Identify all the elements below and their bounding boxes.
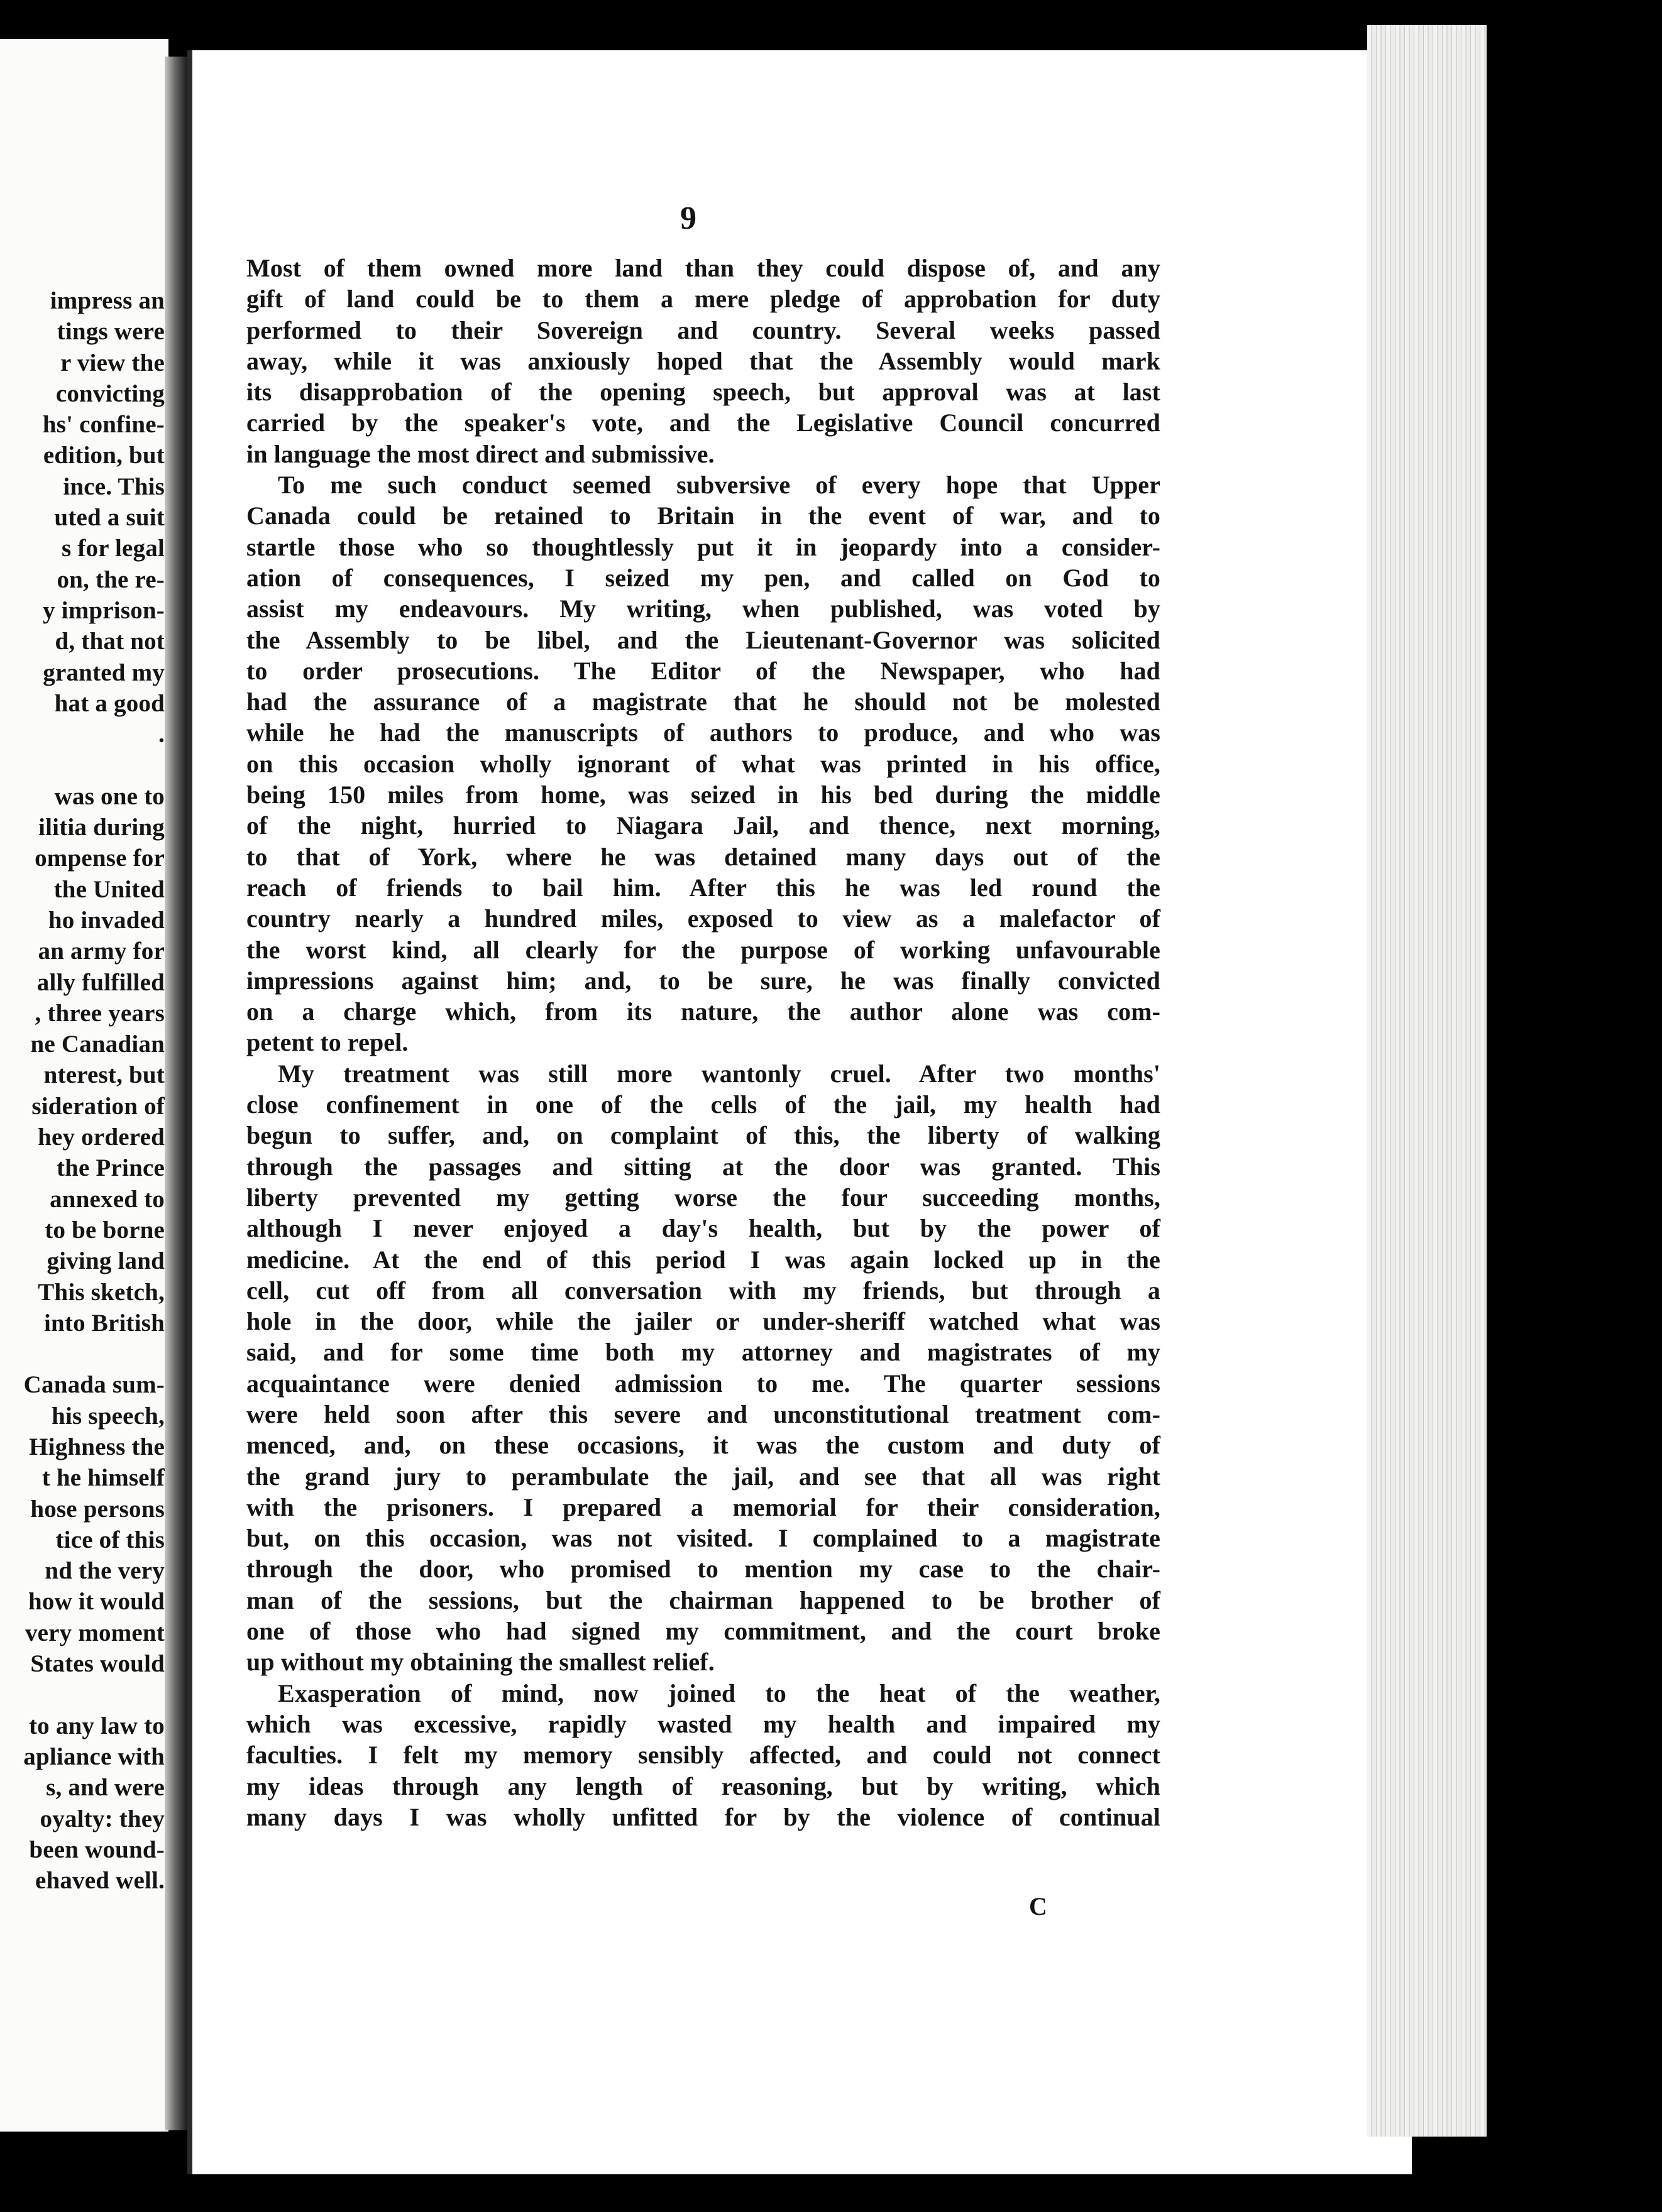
- text-line: but, on this occasion, was not visited. I complained to a magistrate: [246, 1524, 1160, 1553]
- text-line: petent to repel.: [246, 1028, 409, 1057]
- left-page-line: s for legal: [62, 535, 165, 562]
- text-line: begun to suffer, and, on complaint of this, the liberty of walking: [246, 1121, 1160, 1150]
- text-line: away, while it was anxiously hoped that the Assembly would mark: [246, 346, 1160, 375]
- text-line: up without my obtaining the smallest relief.: [246, 1648, 715, 1677]
- left-page-line: oyalty: they: [40, 1805, 165, 1832]
- text-line: had the assurance of a magistrate that he should not be molested: [246, 687, 1160, 716]
- left-page-line: s, and were: [46, 1774, 165, 1802]
- text-line: hole in the door, while the jailer or under-sheriff watched what was: [246, 1307, 1160, 1336]
- text-line: ation of consequences, I seized my pen, and called on God to: [246, 563, 1160, 592]
- text-line: man of the sessions, but the chairman happened to be brother of: [246, 1585, 1160, 1614]
- left-page-line: tice of this: [55, 1526, 165, 1553]
- left-page-line: uted a suit: [54, 504, 165, 532]
- left-page-line: nterest, but: [43, 1061, 165, 1089]
- text-line: reach of friends to bail him. After this he was led round the: [246, 873, 1160, 902]
- left-page-line: convicting: [55, 380, 165, 407]
- text-line: gift of land could be to them a mere pledge of approbation for duty: [246, 285, 1160, 314]
- left-page-line: [0, 1339, 165, 1369]
- left-page-line: his speech,: [52, 1402, 165, 1430]
- left-page-line: y imprison-: [43, 596, 165, 624]
- left-page-line: granted my: [43, 659, 165, 686]
- text-line: Canada could be retained to Britain in the event of war, and to: [246, 501, 1160, 530]
- left-page-line: Highness the: [29, 1433, 165, 1460]
- scan-background: [1487, 25, 1662, 2162]
- left-page-line: sideration of: [31, 1092, 165, 1120]
- book-gutter: [165, 57, 187, 2130]
- text-line: although I never enjoyed a day's health, but by the power of: [246, 1214, 1160, 1243]
- left-page-line: hose persons: [30, 1495, 165, 1523]
- left-page-line: apliance with: [23, 1743, 165, 1770]
- text-line: faculties. I felt my memory sensibly affected, and could not connect: [246, 1741, 1160, 1770]
- text-line: to that of York, where he was detained many days out of the: [246, 842, 1160, 871]
- text-line: its disapprobation of the opening speech, but approval was at last: [246, 378, 1160, 407]
- left-page-line: annexed to: [50, 1185, 165, 1213]
- text-line: while he had the manuscripts of authors to produce, and who was: [246, 718, 1160, 747]
- signature-mark: C: [1029, 1892, 1047, 1920]
- text-line: being 150 miles from home, was seized in his bed during the middle: [246, 780, 1160, 809]
- page-number: 9: [680, 200, 696, 236]
- text-line: on a charge which, from its nature, the author alone was com-: [246, 997, 1160, 1026]
- text-line: were held soon after this severe and unconstitutional treatment com-: [246, 1399, 1160, 1428]
- text-line: on this occasion wholly ignorant of what was printed in his office,: [246, 749, 1160, 778]
- text-line: to order prosecutions. The Editor of the Newspaper, who had: [246, 656, 1160, 685]
- left-page-line: .: [158, 721, 165, 748]
- text-line: one of those who had signed my commitment, and the court broke: [246, 1617, 1160, 1646]
- text-line: acquaintance were denied admission to me. The quarter sessions: [246, 1369, 1160, 1398]
- left-page-text-column: [0, 285, 165, 1896]
- text-line: which was excessive, rapidly wasted my health and impaired my: [246, 1709, 1160, 1738]
- text-line: the worst kind, all clearly for the purpose of working unfavourable: [246, 935, 1160, 964]
- text-line: my ideas through any length of reasoning, but by writing, which: [246, 1771, 1160, 1800]
- left-page-line: States would: [30, 1650, 165, 1678]
- left-page-line: edition, but: [43, 442, 165, 469]
- left-page-line: how it would: [28, 1588, 165, 1616]
- left-page-line: the United: [53, 875, 165, 903]
- left-page-line: ompense for: [35, 845, 165, 872]
- text-line: the grand jury to perambulate the jail, and see that all was right: [246, 1462, 1160, 1491]
- text-line: startle those who so thoughtlessly put it in jeopardy into a consider-: [246, 532, 1160, 561]
- text-line: through the passages and sitting at the door was granted. This: [246, 1152, 1160, 1181]
- text-line: Most of them owned more land than they could dispose of, and any: [246, 254, 1160, 282]
- text-line: To me such conduct seemed subversive of every hope that Upper: [278, 471, 1160, 500]
- page-edges: [1367, 25, 1487, 2137]
- left-page-line: to any law to: [28, 1712, 165, 1739]
- left-page-line: very moment: [25, 1619, 165, 1646]
- left-page-line: hs' confine-: [42, 411, 165, 439]
- text-line: many days I was wholly unfitted for by the violence of continual: [246, 1802, 1160, 1831]
- text-line: performed to their Sovereign and country. Several weeks passed: [246, 315, 1160, 344]
- left-page-line: [0, 750, 165, 780]
- text-line: liberty prevented my getting worse the four succeeding months,: [246, 1183, 1160, 1212]
- text-line: with the prisoners. I prepared a memorial for their consideration,: [246, 1492, 1160, 1521]
- left-page-line: ho invaded: [48, 906, 165, 934]
- text-line: carried by the speaker's vote, and the Legislative Council concurred: [246, 408, 1160, 437]
- left-page-line: ehaved well.: [35, 1867, 165, 1895]
- text-line: said, and for some time both my attorney and magistrates of my: [246, 1338, 1160, 1367]
- left-page-line: This sketch,: [38, 1278, 165, 1306]
- left-page-line: into British: [43, 1309, 165, 1337]
- left-page-line: [0, 1679, 165, 1710]
- left-page-line: tings were: [57, 318, 165, 346]
- text-line: cell, cut off from all conversation with my friends, but through a: [246, 1276, 1160, 1305]
- left-page-line: been wound-: [29, 1836, 165, 1863]
- left-page-line: r view the: [60, 349, 165, 376]
- text-line: country nearly a hundred miles, exposed to view as a malefactor of: [246, 904, 1160, 933]
- left-page-line: hat a good: [54, 689, 165, 717]
- body-text: [246, 253, 1160, 1832]
- text-line: close confinement in one of the cells of the jail, my health had: [246, 1090, 1160, 1119]
- text-line: of the night, hurried to Niagara Jail, and thence, next morning,: [246, 811, 1160, 840]
- text-line: the Assembly to be libel, and the Lieutenant-Governor was solicited: [246, 625, 1160, 654]
- left-page-line: impress an: [50, 287, 165, 314]
- left-page-line: ilitia during: [38, 814, 165, 841]
- left-page-line: an army for: [38, 938, 165, 965]
- text-line: assist my endeavours. My writing, when published, was voted by: [246, 594, 1160, 623]
- left-page-line: to be borne: [45, 1216, 165, 1244]
- text-line: menced, and, on these occasions, it was the custom and duty of: [246, 1431, 1160, 1460]
- left-page-line: was one to: [54, 782, 165, 810]
- text-line: medicine. At the end of this period I was again locked up in the: [246, 1245, 1160, 1274]
- left-page-line: hey ordered: [38, 1124, 165, 1151]
- left-page-line: Canada sum-: [23, 1371, 165, 1399]
- left-page-line: nd the very: [45, 1557, 165, 1585]
- text-line: My treatment was still more wantonly cruel. After two months': [278, 1059, 1160, 1088]
- left-page-line: the Prince: [56, 1154, 165, 1182]
- left-facing-page: [0, 39, 168, 2132]
- text-line: impressions against him; and, to be sure, he was finally convicted: [246, 966, 1160, 995]
- text-line: in language the most direct and submissive.: [246, 439, 715, 468]
- left-page-line: on, the re-: [57, 566, 165, 593]
- left-page-line: ally fulfilled: [36, 968, 165, 996]
- left-page-line: d, that not: [55, 628, 165, 655]
- left-page-line: ince. This: [63, 473, 165, 500]
- left-page-line: ne Canadian: [30, 1031, 165, 1058]
- left-page-line: t he himself: [41, 1464, 165, 1492]
- text-line: through the door, who promised to mention my case to the chair-: [246, 1555, 1160, 1584]
- left-page-line: , three years: [35, 999, 165, 1027]
- text-line: Exasperation of mind, now joined to the heat of the weather,: [278, 1678, 1160, 1707]
- left-page-line: giving land: [47, 1247, 165, 1275]
